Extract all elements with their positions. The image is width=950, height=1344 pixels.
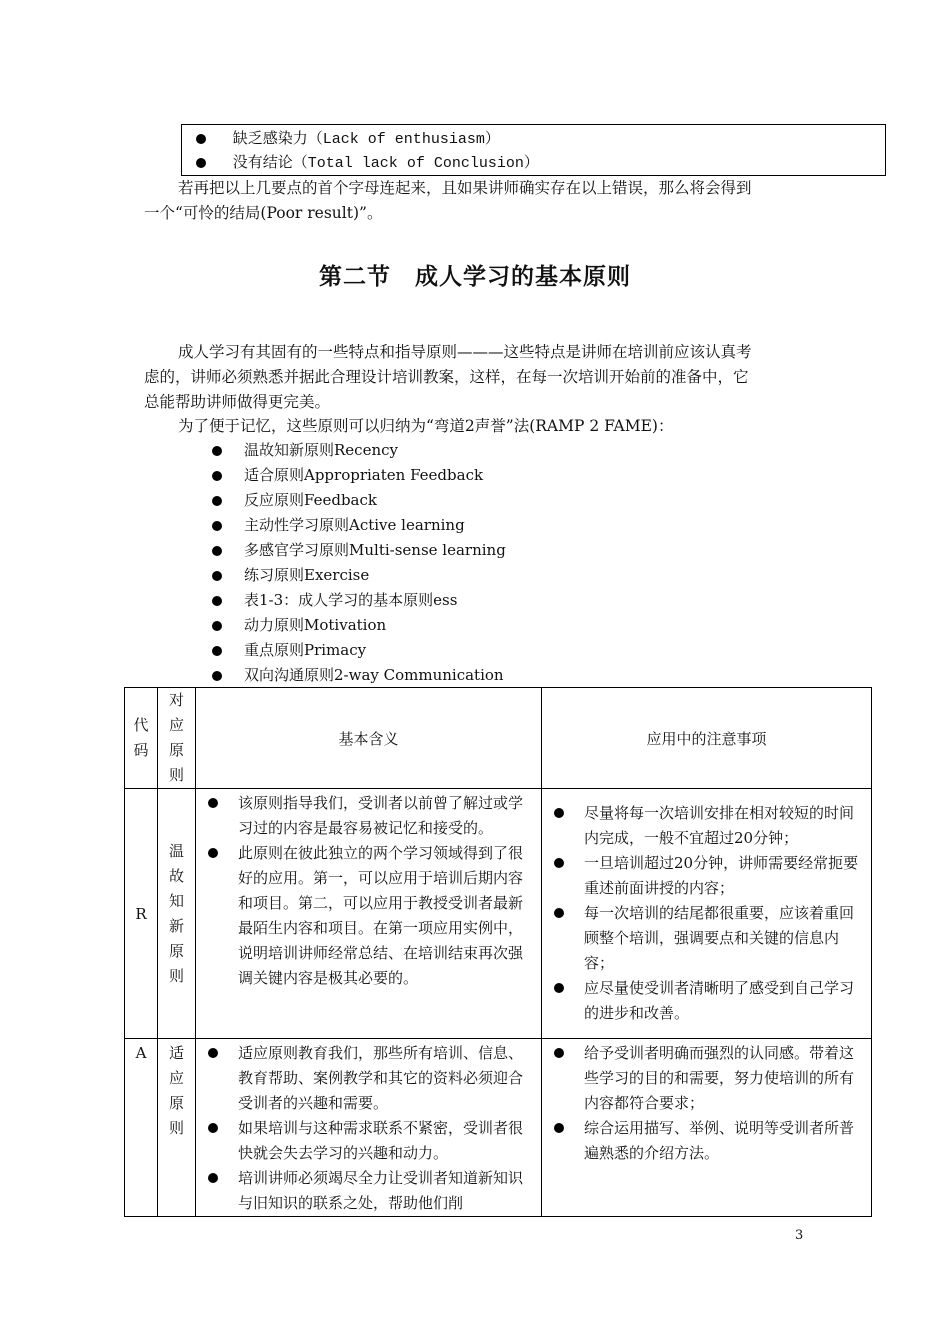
header-meaning: 基本含义 bbox=[196, 688, 542, 789]
list-item: 适应原则教育我们，那些所有培训、信息、教育帮助、案例教学和其它的资料必须迎合受训者的兴趣和需要。 bbox=[196, 1041, 541, 1116]
bullet-icon bbox=[196, 134, 206, 144]
principle-item: 多感官学习原则Multi-sense learning bbox=[212, 538, 506, 563]
box-item-conclusion: 没有结论（Total lack of Conclusion） bbox=[196, 150, 539, 174]
bullet-icon bbox=[208, 1048, 218, 1058]
header-notes: 应用中的注意事项 bbox=[542, 688, 872, 789]
bullet-icon bbox=[554, 1123, 564, 1133]
bullet-icon bbox=[208, 798, 218, 808]
header-principle: 对 应 原 则 bbox=[168, 691, 184, 784]
table-row bbox=[125, 789, 872, 1039]
row-principle: 适 应 原 则 bbox=[168, 1044, 184, 1137]
bullet-icon bbox=[212, 621, 222, 631]
bullet-icon bbox=[212, 471, 222, 481]
bullet-icon bbox=[212, 496, 222, 506]
page-number: 3 bbox=[795, 1228, 804, 1243]
principle-item: 适合原则Appropriaten Feedback bbox=[212, 463, 483, 488]
principle-item: 练习原则Exercise bbox=[212, 563, 369, 588]
row-principle: 温 故 知 新 原 则 bbox=[168, 841, 184, 985]
list-item: 如果培训与这种需求联系不紧密，受训者很快就会失去学习的兴趣和动力。 bbox=[196, 1116, 541, 1166]
intro-line-4: 为了便于记忆，这些原则可以归纳为“弯道2声誉”法(RAMP 2 FAME)： bbox=[178, 417, 674, 435]
principle-item: 反应原则Feedback bbox=[212, 488, 377, 513]
bullet-icon bbox=[208, 1123, 218, 1133]
principle-item: 双向沟通原则2-way Communication bbox=[212, 663, 504, 688]
bullet-icon bbox=[212, 671, 222, 681]
principle-item: 重点原则Primacy bbox=[212, 638, 366, 663]
principle-item: 表1-3：成人学习的基本原则ess bbox=[212, 588, 457, 613]
list-item: 尽量将每一次培训安排在相对较短的时间内完成，一般不宜超过20分钟； bbox=[542, 801, 871, 851]
list-item: 一旦培训超过20分钟，讲师需要经常扼要重述前面讲授的内容； bbox=[542, 851, 871, 901]
bullet-icon bbox=[208, 1173, 218, 1183]
principles-table bbox=[124, 687, 872, 1217]
row-code: A bbox=[125, 1039, 158, 1217]
row-code: R bbox=[125, 789, 158, 1039]
table-row bbox=[125, 1039, 872, 1217]
list-item: 每一次培训的结尾都很重要，应该着重回顾整个培训，强调要点和关键的信息内容； bbox=[542, 901, 871, 976]
bullet-icon bbox=[212, 521, 222, 531]
table-header-row bbox=[125, 688, 872, 789]
bullet-icon bbox=[196, 158, 206, 168]
bullet-icon bbox=[208, 848, 218, 858]
notes-list bbox=[542, 1041, 871, 1166]
bullet-icon bbox=[212, 571, 222, 581]
principle-item: 动力原则Motivation bbox=[212, 613, 386, 638]
list-item: 此原则在彼此独立的两个学习领域得到了很好的应用。第一，可以应用于培训后期内容和项目。第二，可以应用于教授受训者最新最陌生内容和项目。在第一项应用实例中，说明培训讲师经常总结、在培训结束再次强调关键内容是极其必要的。 bbox=[196, 841, 541, 991]
section-title: 第二节 成人学习的基本原则 bbox=[319, 264, 631, 290]
meaning-list bbox=[196, 1041, 541, 1216]
box-item-enthusiasm: 缺乏感染力（Lack of enthusiasm） bbox=[196, 126, 500, 150]
principle-item: 主动性学习原则Active learning bbox=[212, 513, 465, 538]
principle-item: 温故知新原则Recency bbox=[212, 438, 398, 463]
list-item: 培训讲师必须竭尽全力让受训者知道新知识与旧知识的联系之处，帮助他们削 bbox=[196, 1166, 541, 1216]
bullet-icon bbox=[212, 646, 222, 656]
bullet-icon bbox=[554, 808, 564, 818]
meaning-list bbox=[196, 791, 541, 991]
list-item: 该原则指导我们，受训者以前曾了解过或学习过的内容是最容易被记忆和接受的。 bbox=[196, 791, 541, 841]
intro-line-1: 成人学习有其固有的一些特点和指导原则———这些特点是讲师在培训前应该认真考 bbox=[178, 343, 752, 361]
summary-line-1: 若再把以上几要点的首个字母连起来，且如果讲师确实存在以上错误，那么将会得到 bbox=[178, 179, 752, 197]
bullet-icon bbox=[212, 446, 222, 456]
bullet-icon bbox=[212, 546, 222, 556]
bullet-icon bbox=[554, 858, 564, 868]
summary-line-2: 一个“可怜的结局(Poor result)”。 bbox=[144, 204, 383, 222]
header-code: 代 码 bbox=[133, 716, 149, 759]
list-item: 综合运用描写、举例、说明等受训者所普遍熟悉的介绍方法。 bbox=[542, 1116, 871, 1166]
bullet-icon bbox=[554, 983, 564, 993]
bullet-icon bbox=[554, 908, 564, 918]
list-item: 给予受训者明确而强烈的认同感。带着这些学习的目的和需要，努力使培训的所有内容都符合要求； bbox=[542, 1041, 871, 1116]
notes-list bbox=[542, 801, 871, 1026]
summary-box bbox=[181, 124, 886, 176]
list-item: 应尽量使受训者清晰明了感受到自己学习的进步和改善。 bbox=[542, 976, 871, 1026]
intro-line-2: 虑的，讲师必须熟悉并据此合理设计培训教案，这样，在每一次培训开始前的准备中，它 bbox=[144, 368, 749, 386]
bullet-icon bbox=[212, 596, 222, 606]
bullet-icon bbox=[554, 1048, 564, 1058]
intro-line-3: 总能帮助讲师做得更完美。 bbox=[144, 393, 331, 411]
